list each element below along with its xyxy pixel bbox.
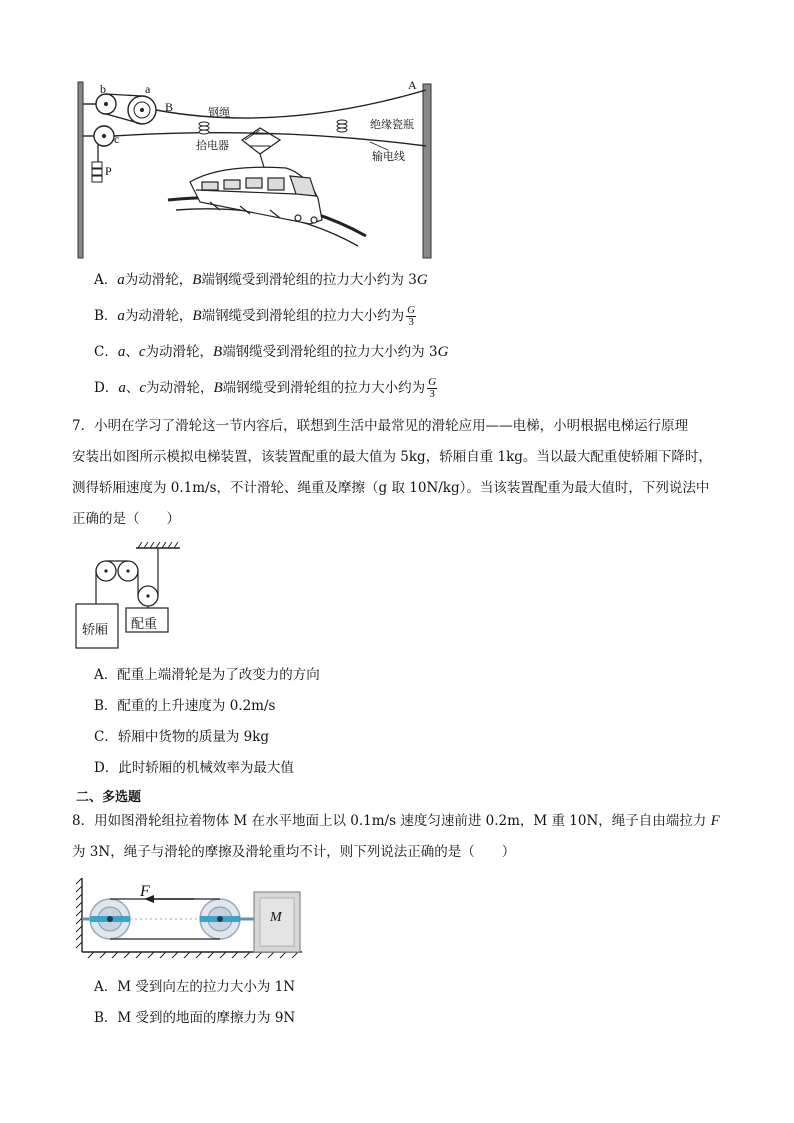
q8-option-b[interactable]: B．M 受到的地面的摩擦力为 9N (94, 1010, 296, 1026)
q8-force-var: F (710, 813, 720, 829)
q6-option-b[interactable] (94, 305, 416, 328)
fraction-g-over-3: $\frac{G}{3}$ (428, 376, 437, 400)
q6-b-prefix: B． (94, 308, 118, 324)
q6-a-var3: G (416, 272, 428, 288)
q6-d-var1b: c (139, 380, 146, 396)
q6-option-c[interactable] (94, 343, 448, 361)
q7-line-3: 测得轿厢速度为 0.1m/s，不计滑轮、绳重及摩擦（g 取 10N/kg）。当该装置配重为最大值时，下列说法中 (72, 480, 710, 496)
q6-a-var2: B (192, 272, 202, 288)
q7-option-d[interactable]: D．此时轿厢的机械效率为最大值 (94, 760, 294, 776)
section-heading: 二、多选题 (76, 790, 142, 805)
q6-a-rest: 端钢缆受到滑轮组的拉力大小约为 3 (201, 272, 417, 288)
q6-a-mid: 为动滑轮， (124, 272, 193, 288)
q6-a-var: a (117, 272, 125, 288)
q6-d-sep: 、 (125, 380, 140, 396)
q6-c-rest: 端钢缆受到滑轮组的拉力大小约为 3 (222, 344, 438, 360)
q6-c-var1b: c (138, 344, 146, 360)
label-b: b (100, 82, 106, 96)
label-B: B (165, 100, 174, 114)
label-c: c (114, 132, 120, 146)
trolley-pulley-figure (70, 78, 440, 260)
steel-rope-label: 钢绳 (208, 106, 230, 119)
q6-d-rest: 端钢缆受到滑轮组的拉力大小约为 (222, 380, 426, 396)
q6-option-a[interactable] (94, 271, 428, 289)
q6-d-var: a (118, 380, 126, 396)
pantograph-label: 拾电器 (196, 139, 229, 152)
q6-c-var2: B (213, 344, 223, 360)
fraction-g-over-3: $\frac{G}{3}$ (407, 304, 416, 328)
q8-line-1-text: 8．用如图滑轮组拉着物体 M 在水平地面上以 0.1m/s 速度匀速前进 0.2m，M 重 10N，绳子自由端拉力 (72, 813, 711, 829)
q7-option-b[interactable]: B．配重的上升速度为 0.2m/s (94, 698, 276, 714)
q6-b-var: a (117, 308, 125, 324)
q6-c-var3: G (437, 344, 449, 360)
q7-line-2: 安装出如图所示模拟电梯装置，该装置配重的最大值为 5kg，轿厢自重 1kg。当以最大配重使轿厢下降时， (72, 449, 712, 465)
q7-option-a[interactable]: A．配重上端滑轮是为了改变力的方向 (94, 667, 320, 683)
elevator-car-label: 轿厢 (82, 623, 109, 638)
q6-option-d[interactable] (94, 377, 437, 400)
q8-option-a[interactable]: A．M 受到向左的拉力大小为 1N (94, 979, 296, 995)
figure-block-label: M (270, 910, 282, 925)
q6-b-var2: B (192, 308, 202, 324)
counterweight-label: 配重 (131, 617, 158, 632)
q7-option-c[interactable]: C．轿厢中货物的质量为 9kg (94, 729, 270, 745)
label-P: P (105, 164, 112, 178)
q6-c-mid: 为动滑轮， (145, 344, 214, 360)
q7-line-1: 7．小明在学习了滑轮这一节内容后，联想到生活中最常见的滑轮应用——电梯，小明根据电梯运行原理 (72, 418, 689, 434)
q6-c-var: a (117, 344, 126, 360)
q6-d-prefix: D． (94, 380, 119, 396)
q7-line-4: 正确的是（ ） (72, 511, 180, 527)
label-a: a (145, 82, 151, 96)
q6-d-var2: B (213, 380, 223, 396)
label-A: A (408, 78, 417, 92)
q6-c-sep: 、 (125, 344, 139, 360)
q8-line-2: 为 3N，绳子与滑轮的摩擦及滑轮重均不计，则下列说法正确的是（ ） (72, 844, 516, 860)
q6-d-mid: 为动滑轮， (146, 380, 214, 396)
q8-line-1 (72, 812, 720, 830)
q6-a-prefix: A． (94, 272, 118, 288)
q6-b-mid: 为动滑轮， (124, 308, 193, 324)
insulator-label: 绝缘瓷瓶 (370, 118, 414, 131)
power-line-label: 输电线 (372, 150, 405, 163)
q6-c-prefix: C． (94, 344, 118, 360)
q6-b-rest: 端钢缆受到滑轮组的拉力大小约为 (201, 308, 405, 324)
figure-force-label: F (140, 883, 150, 900)
